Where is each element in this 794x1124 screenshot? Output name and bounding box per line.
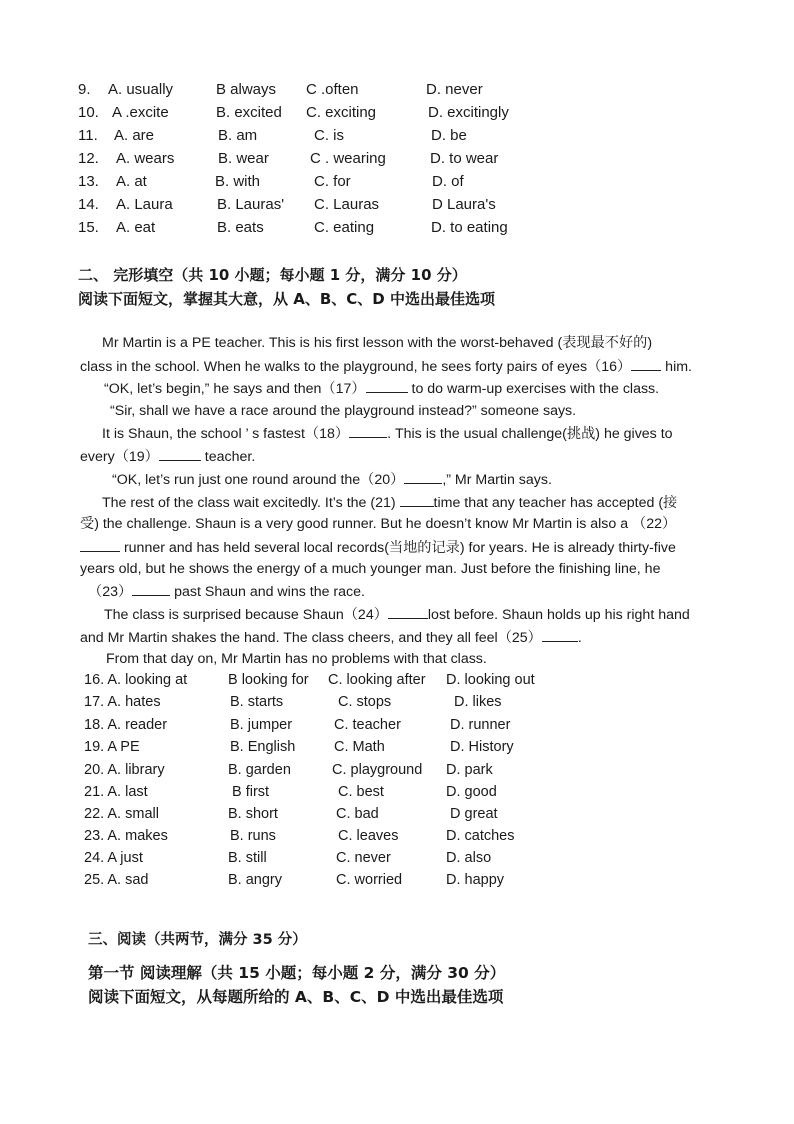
option-c: C. teacher: [334, 717, 401, 733]
question-number: 14.: [78, 196, 99, 213]
option-a: 22. A. small: [84, 806, 159, 822]
question-number: 13.: [78, 173, 99, 190]
section-heading: 三、阅读（共两节，满分 35 分）: [88, 932, 307, 948]
option-a: A. wears: [116, 150, 175, 167]
question-number: 10.: [78, 104, 99, 121]
passage-text: teacher.: [200, 449, 256, 465]
passage-text: lost before. Shaun holds up his right hand: [427, 607, 690, 623]
option-b: B. with: [215, 173, 261, 190]
option-d: D. to wear: [430, 150, 499, 167]
section-subheading: 第一节 阅读理解（共 15 小题；每小题 2 分，满分 30 分）: [88, 964, 506, 982]
option-b: B. Lauras': [217, 196, 285, 213]
option-a: 18. A. reader: [84, 717, 168, 733]
option-b: B. am: [218, 127, 258, 144]
option-a: A. usually: [108, 81, 174, 98]
option-b: B. angry: [228, 872, 282, 888]
question-number: 9.: [78, 81, 91, 98]
passage-text: ,” Mr Martin says.: [442, 472, 552, 488]
option-d: D. looking out: [446, 672, 535, 688]
option-d: D. runner: [450, 717, 511, 733]
option-c: C. Lauras: [314, 196, 380, 213]
passage-text: to do warm-up exercises with the class.: [407, 381, 660, 397]
option-d: D Laura's: [432, 196, 496, 213]
passage-text: . This is the usual challenge(挑战) he gives to: [387, 426, 673, 442]
option-b: B. still: [228, 850, 267, 866]
option-d: D. excitingly: [428, 104, 509, 121]
answer-blank: [400, 492, 434, 507]
answer-blank: [404, 469, 442, 484]
passage-line: [112, 469, 552, 490]
passage-line: [80, 537, 676, 558]
option-c: C. Math: [334, 739, 385, 755]
answer-blank: [349, 423, 387, 438]
answer-blank: [80, 537, 120, 552]
answer-blank: [132, 581, 170, 596]
passage-text: It is Shaun, the school ’ s fastest（18）: [102, 426, 350, 442]
passage-line: “Sir, shall we have a race around the playground instead?” someone says.: [110, 403, 577, 419]
passage-text: The class is surprised because Shaun（24）: [104, 607, 388, 623]
passage-line: [88, 581, 365, 602]
option-a: A. at: [116, 173, 147, 190]
option-d: D. also: [446, 850, 492, 866]
option-b: B. eats: [217, 219, 264, 236]
option-a: 20. A. library: [84, 762, 165, 778]
passage-text: “OK, let’s begin,” he says and then（17）: [104, 381, 366, 397]
section-heading: 二、 完形填空（共 10 小题；每小题 1 分，满分 10 分）: [78, 266, 467, 284]
answer-blank: [159, 446, 201, 461]
passage-text: and Mr Martin shakes the hand. The class cheers, and they all feel（25）: [80, 630, 542, 646]
answer-blank: [542, 627, 578, 642]
option-a: 17. A. hates: [84, 694, 161, 710]
option-c: C. best: [338, 784, 384, 800]
option-d: D. to eating: [431, 219, 508, 236]
option-c: C. exciting: [306, 104, 377, 121]
passage-line: [104, 378, 659, 399]
option-c: C. is: [314, 127, 344, 144]
passage-text: The rest of the class wait excitedly. It’s the (21): [102, 495, 400, 511]
question-number: 12.: [78, 150, 99, 167]
answer-blank: [366, 378, 408, 393]
passage-line: [80, 356, 692, 377]
option-c: C. leaves: [338, 828, 399, 844]
option-b: B. short: [228, 806, 278, 822]
option-c: C .often: [306, 81, 359, 98]
option-d: D great: [450, 806, 498, 822]
option-b: B. starts: [230, 694, 284, 710]
option-d: D. happy: [446, 872, 505, 888]
option-b: B. runs: [230, 828, 276, 844]
option-d: D. good: [446, 784, 497, 800]
passage-text: runner and has held several local records(当地的记录) for years. He is already thirty-five: [120, 540, 676, 556]
option-d: D. catches: [446, 828, 515, 844]
option-a: 25. A. sad: [84, 872, 149, 888]
section-instruction: 阅读下面短文，从每题所给的 A、B、C、D 中选出最佳选项: [88, 988, 504, 1006]
option-c: C . wearing: [310, 150, 386, 167]
option-c: C. bad: [336, 806, 379, 822]
passage-text: past Shaun and wins the race.: [170, 584, 365, 600]
passage-line: [102, 492, 677, 513]
option-d: D. History: [450, 739, 514, 755]
passage-line: From that day on, Mr Martin has no problems with that class.: [106, 651, 487, 667]
option-b: B looking for: [228, 672, 309, 688]
option-d: D. never: [426, 81, 483, 98]
option-a: 21. A. last: [84, 784, 148, 800]
option-c: C. never: [336, 850, 391, 866]
option-a: 23. A. makes: [84, 828, 168, 844]
passage-text: time that any teacher has accepted (接: [433, 495, 678, 511]
option-d: D. likes: [454, 694, 502, 710]
option-a: A. Laura: [116, 196, 173, 213]
option-a: 16. A. looking at: [84, 672, 188, 688]
option-a: 24. A just: [84, 850, 143, 866]
option-b: B first: [232, 784, 270, 800]
option-b: B. garden: [228, 762, 291, 778]
option-a: 19. A PE: [84, 739, 140, 755]
option-d: D. of: [432, 173, 464, 190]
option-d: D. park: [446, 762, 493, 778]
passage-text: （23）: [88, 584, 133, 600]
option-b: B. jumper: [230, 717, 293, 733]
question-number: 15.: [78, 219, 99, 236]
option-c: C. worried: [336, 872, 403, 888]
option-c: C. eating: [314, 219, 375, 236]
question-number: 11.: [78, 127, 98, 144]
option-d: D. be: [431, 127, 467, 144]
option-b: B. excited: [216, 104, 282, 121]
option-c: C. for: [314, 173, 351, 190]
passage-line: Mr Martin is a PE teacher. This is his first lesson with the worst-behaved (表现最不好的): [102, 335, 653, 351]
passage-text: class in the school. When he walks to the playground, he sees forty pairs of eyes（16）: [80, 359, 632, 375]
passage-line: [102, 423, 673, 444]
option-c: C. playground: [332, 762, 423, 778]
option-a: A .excite: [112, 104, 169, 121]
answer-blank: [631, 356, 661, 371]
option-a: A. are: [114, 127, 155, 144]
option-b: B. wear: [218, 150, 269, 167]
option-c: C. stops: [338, 694, 392, 710]
passage-text: .: [577, 630, 582, 646]
option-b: B. English: [230, 739, 296, 755]
passage-line: years old, but he shows the energy of a much younger man. Just before the finishing line, he: [80, 561, 661, 577]
option-c: C. looking after: [328, 672, 426, 688]
passage-text: him.: [661, 359, 692, 375]
passage-line: [80, 446, 255, 467]
passage-line: [80, 627, 582, 648]
section-instruction: 阅读下面短文，掌握其大意，从 A、B、C、D 中选出最佳选项: [78, 290, 495, 308]
option-b: B always: [216, 81, 277, 98]
passage-text: every（19）: [80, 449, 159, 465]
passage-line: [104, 604, 690, 625]
passage-line: 受) the challenge. Shaun is a very good runner. But he doesn’t know Mr Martin is also a （22）: [80, 516, 677, 532]
passage-text: “OK, let’s run just one round around the（20）: [112, 472, 405, 488]
option-a: A. eat: [116, 219, 156, 236]
answer-blank: [388, 604, 428, 619]
